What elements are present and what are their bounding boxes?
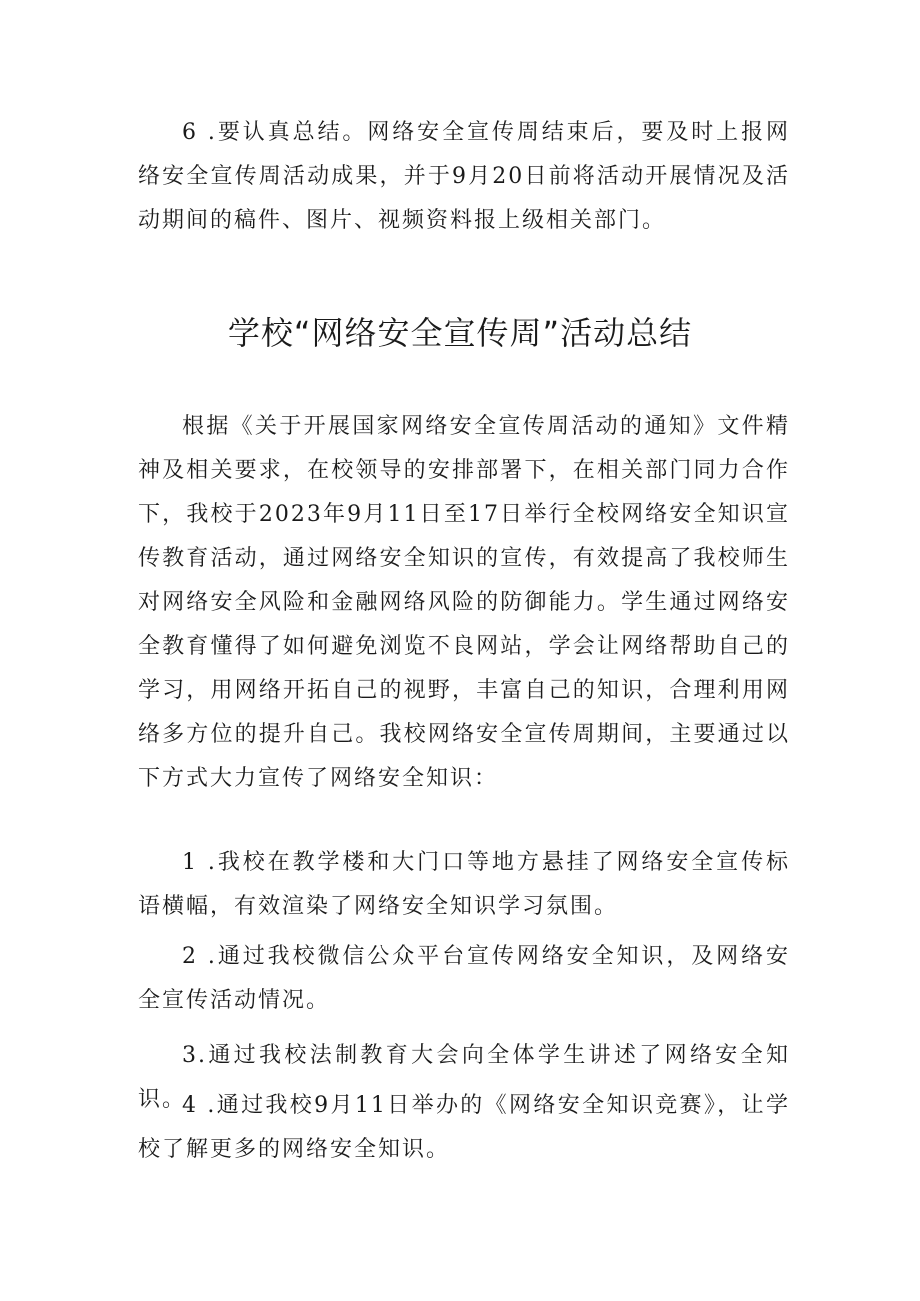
- list-item-4: 4 .通过我校9月11日举办的《网络安全知识竞赛》，让学校了解更多的网络安全知识。: [138, 1093, 790, 1162]
- paragraph-item-6: 6 .要认真总结。网络安全宣传周结束后，要及时上报网络安全宣传周活动成果，并于9月20日前将活动开展情况及活动期间的稿件、图片、视频资料报上级相关部门。: [138, 120, 790, 233]
- list-item-1: 1 .我校在教学楼和大门口等地方悬挂了网络安全宣传标语横幅，有效渲染了网络安全知识学习氛围。: [138, 850, 790, 919]
- document-title: 学校“网络安全宣传周”活动总结: [227, 314, 693, 352]
- list-item-2: 2 .通过我校微信公众平台宣传网络安全知识，及网络安全宣传活动情况。: [138, 944, 790, 1013]
- intro-paragraph: 根据《关于开展国家网络安全宣传周活动的通知》文件精神及相关要求，在校领导的安排部署下，在相关部门同力合作下，我校于2023年9月11日至17日举行全校网络安全知识宣传教育活动，通过网络安全知识的宣传，有效提高了我校师生对网络安全风险和金融网络风险的防御能力。学生通过网络安全教育懂得了如何避免浏览不良网站，学会让网络帮助自己的学习，用网络开拓自己的视野，丰富自己的知识，合理利用网络多方位的提升自己。我校网络安全宣传周期间，主要通过以下方式大力宣传了网络安全知识：: [138, 414, 790, 791]
- list-item-3: 3.通过我校法制教育大会向全体学生讲述了网络安全知识。: [138, 1043, 790, 1112]
